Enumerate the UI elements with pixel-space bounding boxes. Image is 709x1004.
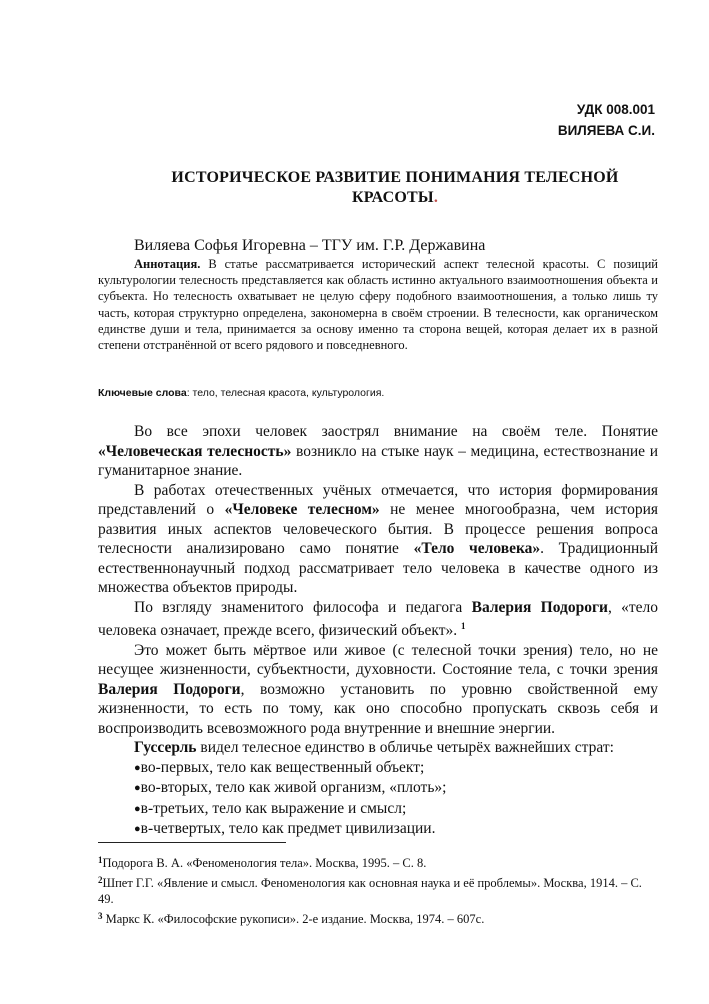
p2-text-1: В работах отечественных учёных отмечается, что история формирования представлений о	[98, 481, 658, 518]
keywords-label: Ключевые слова	[98, 387, 187, 399]
p4-text-2: , возможно установить по уровню свойственной ему жизненности, то есть по тому, как оно способно пропускать сквозь себя и воспроизводить всевозможного рода внутренние и внешние энергии.	[98, 680, 659, 737]
p2-text-2: не менее многообразна, чем история развития иных аспектов человеческого бытия. В процессе решения вопроса телесности анализировано само понятие	[98, 501, 658, 557]
list-item-text: во-первых, тело как вещественный объект;	[140, 758, 425, 776]
p5-name: Гуссерль	[134, 739, 197, 756]
keywords	[98, 386, 384, 400]
bullet-icon: ●	[134, 802, 141, 815]
footnote-ref-1: 1	[461, 621, 466, 631]
article-body	[98, 422, 658, 840]
udk-code: УДК 008.001	[576, 102, 655, 117]
udk-block	[558, 99, 655, 141]
author-line: Виляева Софья Игоревна – ТГУ им. Г.Р. Державина	[134, 237, 486, 254]
footnote-text: Подорога В. А. «Феноменология тела». Москва, 1995. – С. 8.	[102, 856, 427, 870]
footnote-1	[98, 852, 658, 872]
p4-text-1: Это может быть мёртвое или живое (с телесной точки зрения) тело, но не несущее жизненности, субъектности, духовности. Состояние тела, с точки зрения	[98, 641, 658, 678]
keywords-text: : тело, телесная красота, культурология.	[186, 387, 385, 399]
p3-text-1: По взгляду знаменитого философа и педагога	[134, 598, 472, 616]
footnote-2	[98, 872, 658, 908]
footnote-divider	[98, 842, 286, 843]
p5-text: видел телесное единство в обличье четырёх важнейших страт:	[196, 739, 614, 756]
p1-term: «Человеческая телесность»	[98, 442, 292, 460]
p1-text-1: Во все эпохи человек заострял внимание на своём теле. Понятие	[134, 423, 658, 440]
list-item	[98, 819, 658, 840]
p2-term-1: «Человеке телесном»	[224, 501, 380, 518]
bullet-icon: ●	[134, 823, 141, 835]
list-item-text: в-третьих, тело как выражение и смысл;	[140, 799, 407, 817]
article-title	[100, 168, 690, 208]
p4-name: Валерия Подороги	[98, 680, 241, 698]
title-dot: .	[433, 189, 439, 206]
title-line-2-text: КРАСОТЫ	[351, 189, 434, 206]
p1-text-2: возникло на стыке наук – медицина, естествознание и гуманитарное знание.	[98, 442, 658, 479]
list-item	[98, 778, 658, 799]
paragraph-2	[98, 481, 658, 598]
footnote-text: Маркс К. «Философские рукописи». 2-е издание. Москва, 1974. – 607с.	[102, 911, 485, 926]
strata-list	[98, 758, 658, 840]
footnote-3	[98, 908, 658, 928]
footnotes	[98, 852, 658, 927]
author-short: ВИЛЯЕВА С.И.	[557, 123, 655, 138]
paragraph-3	[98, 598, 658, 641]
p3-name: Валерия Подороги	[471, 598, 608, 616]
footnote-text: Шпет Г.Г. «Явление и смысл. Феноменология как основная наука и её проблемы». Москва, 1914. – С. 49.	[98, 875, 642, 906]
list-item	[98, 799, 658, 820]
p2-term-2: «Тело человека»	[413, 540, 541, 557]
bullet-icon: ●	[134, 761, 141, 774]
annotation-text: В статье рассматривается исторический аспект телесной красоты. С позиций культурологии телесность представляется как область истинно актуального взаимоотношения объекта и субъекта. Но телесность охватывает не целую сферу подобного взаимоотношения, а только лишь ту часть, которая структурно определена, закономерна в своём строении. В телесности, как органическом единстве души и тела, принимается за основу именно та сторона вещей, которая делает их в разной степени отстранённой от всего рядового и повседневного.	[98, 257, 658, 353]
title-line-2	[100, 188, 690, 208]
p2-text-3: . Традиционный естественнонаучный подход рассматривает тело человека в качестве одного из множества объектов природы.	[98, 540, 659, 596]
footnote-number: 2	[98, 874, 103, 885]
paragraph-4	[98, 641, 658, 739]
footnote-number: 3	[98, 910, 103, 921]
p3-text-2: , «тело человека означает, прежде всего, физический объект».	[98, 598, 658, 639]
annotation-label: Аннотация.	[134, 257, 201, 271]
paragraph-5	[98, 738, 658, 758]
list-item-text: во-вторых, тело как живой организм, «плоть»;	[140, 779, 447, 796]
annotation	[98, 256, 658, 353]
list-item	[98, 758, 658, 779]
paragraph-1	[98, 422, 658, 481]
footnote-number: 1	[98, 855, 103, 865]
list-item-text: в-четвертых, тело как предмет цивилизации.	[140, 820, 436, 837]
title-line-1: ИСТОРИЧЕСКОЕ РАЗВИТИЕ ПОНИМАНИЯ ТЕЛЕСНОЙ	[171, 169, 619, 186]
bullet-icon: ●	[134, 782, 141, 794]
